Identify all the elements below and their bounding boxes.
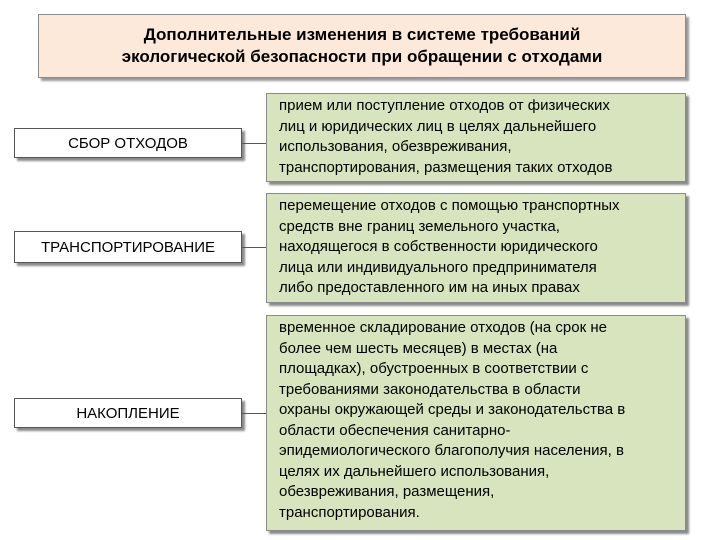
connector-transportation <box>242 247 266 248</box>
connector-accumulation <box>242 413 266 414</box>
connector-waste-collection <box>242 143 266 144</box>
label-transportation <box>14 231 242 263</box>
title-line-2: экологической безопасности при обращении с отходами <box>121 47 603 66</box>
title-line-1: Дополнительные изменения в системе требований <box>143 25 581 44</box>
label-transportation-text: ТРАНСПОРТИРОВАНИЕ <box>40 238 216 256</box>
description-accumulation: временное складирование отходов (на срок не более чем шесть месяцев) в местах (на площадках), обустроенных в соответствии с требованиями законодательства в области охраны окружающей среды и законодательства в области обеспечения санитарно- эпидемиологического благополучия населения, в целях их дальнейшего использования, обезвреживания, размещения, транспортирования. <box>266 315 686 531</box>
label-waste-collection <box>14 128 242 158</box>
label-waste-collection-text: СБОР ОТХОДОВ <box>68 134 188 152</box>
label-accumulation <box>14 398 242 428</box>
description-transportation: перемещение отходов с помощью транспортных средств вне границ земельного участка, находящегося в собственности юридического лица или индивидуального предпринимателя либо предоставленного им на иных правах <box>266 193 686 303</box>
label-accumulation-text: НАКОПЛЕНИЕ <box>76 404 180 422</box>
diagram-title <box>38 14 686 78</box>
description-waste-collection: прием или поступление отходов от физических лиц и юридических лиц в целях дальнейшего использования, обезвреживания, транспортирования, размещения таких отходов <box>266 93 686 182</box>
